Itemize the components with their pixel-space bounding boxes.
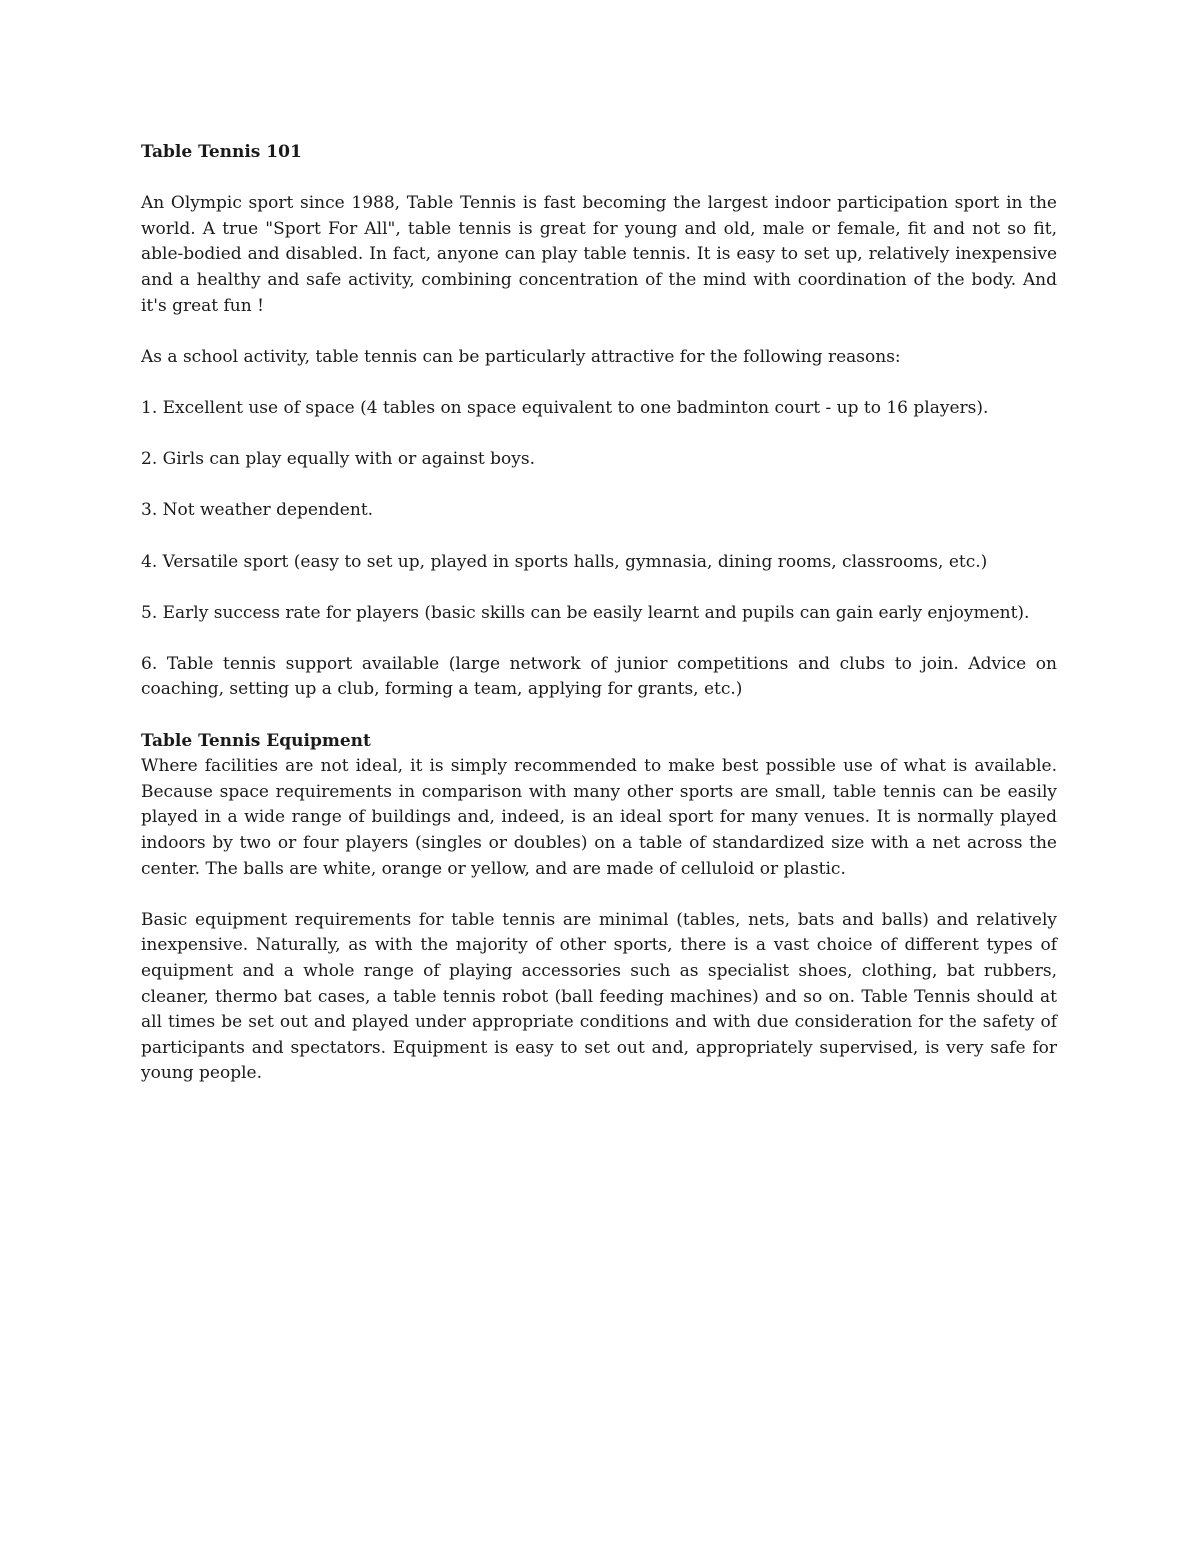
spacer [141,626,1057,652]
spacer [141,473,1057,499]
spacer [141,882,1057,908]
document-page [141,140,1057,1087]
spacer [141,575,1057,601]
spacer [141,370,1057,396]
intro-paragraph: An Olympic sport since 1988, Table Tennis is fast becoming the largest indoor participation sport in the world. A true "Sport For All", table tennis is great for young and old, male or female, fit and not so fit, able-bodied and disabled. In fact, anyone can play table tennis. It is easy to set up, relatively inexpensive and a healthy and safe activity, combining concentration of the mind with coordination of the body. And it's great fun ! [141,193,1057,316]
school-activity-lead: As a school activity, table tennis can be particularly attractive for the following reasons: [141,346,901,367]
spacer [141,422,1057,448]
reason-item: 4. Versatile sport (easy to set up, played in sports halls, gymnasia, dining rooms, classrooms, etc.) [141,551,988,572]
document-title: Table Tennis 101 [141,142,302,162]
spacer [141,703,1057,729]
reason-item: 6. Table tennis support available (large network of junior competitions and clubs to join. Advice on coaching, setting up a club, forming a team, applying for grants, etc.) [141,653,1057,700]
equipment-paragraph-2: Basic equipment requirements for table tennis are minimal (tables, nets, bats and balls) and relatively inexpensive. Naturally, as with the majority of other sports, there is a vast choice of different types of equipment and a whole range of playing accessories such as specialist shoes, clothing, bat rubbers, cleaner, thermo bat cases, a table tennis robot (ball feeding machines) and so on. Table Tennis should at all times be set out and played under appropriate conditions and with due consideration for the safety of participants and spectators. Equipment is easy to set out and, appropriately supervised, is very safe for young people. [141,909,1057,1084]
reason-item: 5. Early success rate for players (basic skills can be easily learnt and pupils can gain early enjoyment). [141,602,1030,623]
spacer [141,319,1057,345]
equipment-paragraph-1: Where facilities are not ideal, it is simply recommended to make best possible use of what is available. Because space requirements in comparison with many other sports are small, table tennis can be easily played in a wide range of buildings and, indeed, is an ideal sport for many venues. It is normally played indoors by two or four players (singles or doubles) on a table of standardized size with a net across the center. The balls are white, orange or yellow, and are made of celluloid or plastic. [141,756,1057,879]
reason-item: 3. Not weather dependent. [141,500,374,521]
spacer [141,524,1057,550]
reason-item: 1. Excellent use of space (4 tables on space equivalent to one badminton court - up to 16 players). [141,397,989,418]
equipment-heading: Table Tennis Equipment [141,730,371,751]
reason-item: 2. Girls can play equally with or against boys. [141,449,535,470]
spacer [141,166,1057,192]
